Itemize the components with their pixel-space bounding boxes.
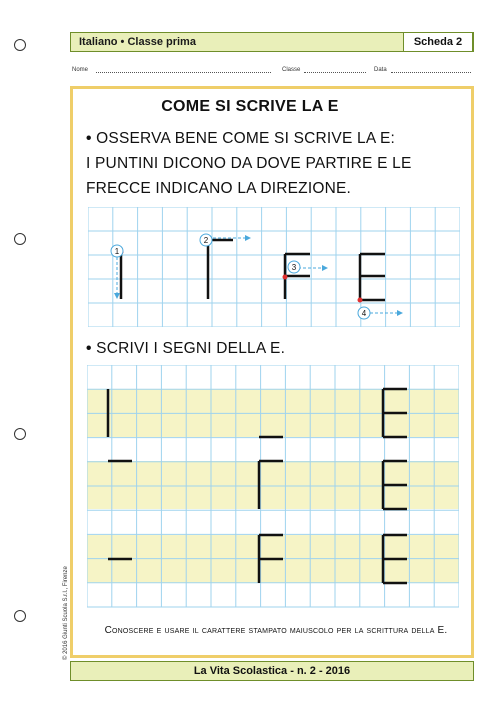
- date-label: Data: [374, 67, 387, 73]
- arrowhead-2: [245, 235, 251, 241]
- bullet: •: [86, 340, 92, 357]
- binder-hole-bottom: [14, 610, 26, 622]
- instruction-text: [86, 126, 466, 201]
- step-number-1: 1: [114, 247, 120, 256]
- start-dot-4: [358, 298, 363, 303]
- start-dot-3: [283, 275, 288, 280]
- instruction-line-2: I PUNTINI DICONO DA DOVE PARTIRE E LE: [86, 155, 412, 172]
- name-label: Nome: [72, 67, 89, 73]
- arrowhead-3: [322, 265, 328, 271]
- demo-grid-lines: [88, 207, 460, 327]
- subject-label: Italiano • Classe prima: [79, 36, 196, 48]
- bullet: •: [86, 130, 92, 147]
- instruction-line-3: FRECCE INDICANO LA DIREZIONE.: [86, 180, 352, 197]
- page-title: COME SI SCRIVE LA E: [161, 98, 339, 115]
- name-field[interactable]: [96, 72, 271, 73]
- step-number-3: 3: [291, 263, 297, 272]
- step-number-2: 2: [203, 236, 209, 245]
- sheet-number: Scheda 2: [403, 32, 473, 52]
- step-number-4: 4: [361, 309, 367, 318]
- binder-hole-lower: [14, 428, 26, 440]
- class-label: Classe: [282, 67, 301, 73]
- footer-bar: La Vita Scolastica - n. 2 - 2016: [70, 661, 474, 681]
- binder-hole-top: [14, 39, 26, 51]
- binder-hole-upper: [14, 233, 26, 245]
- class-field[interactable]: [304, 72, 366, 73]
- demo-grid: [88, 207, 460, 327]
- date-field[interactable]: [391, 72, 471, 73]
- arrowhead-4: [397, 310, 403, 316]
- section-2-instruction: [86, 340, 285, 358]
- instruction-line-1: OSSERVA BENE COME SI SCRIVE LA E:: [96, 130, 396, 147]
- header-bar: [70, 32, 474, 52]
- copyright-notice: © 2016 Giunti Scuola S.r.l., Firenze: [63, 566, 69, 660]
- learning-objective: Conoscere e usare il carattere stampato maiuscolo per la scrittura della E.: [104, 625, 448, 636]
- practice-grid: [87, 365, 459, 610]
- arrowhead-1: [114, 293, 120, 299]
- section-2-label: SCRIVI I SEGNI DELLA E.: [96, 340, 286, 357]
